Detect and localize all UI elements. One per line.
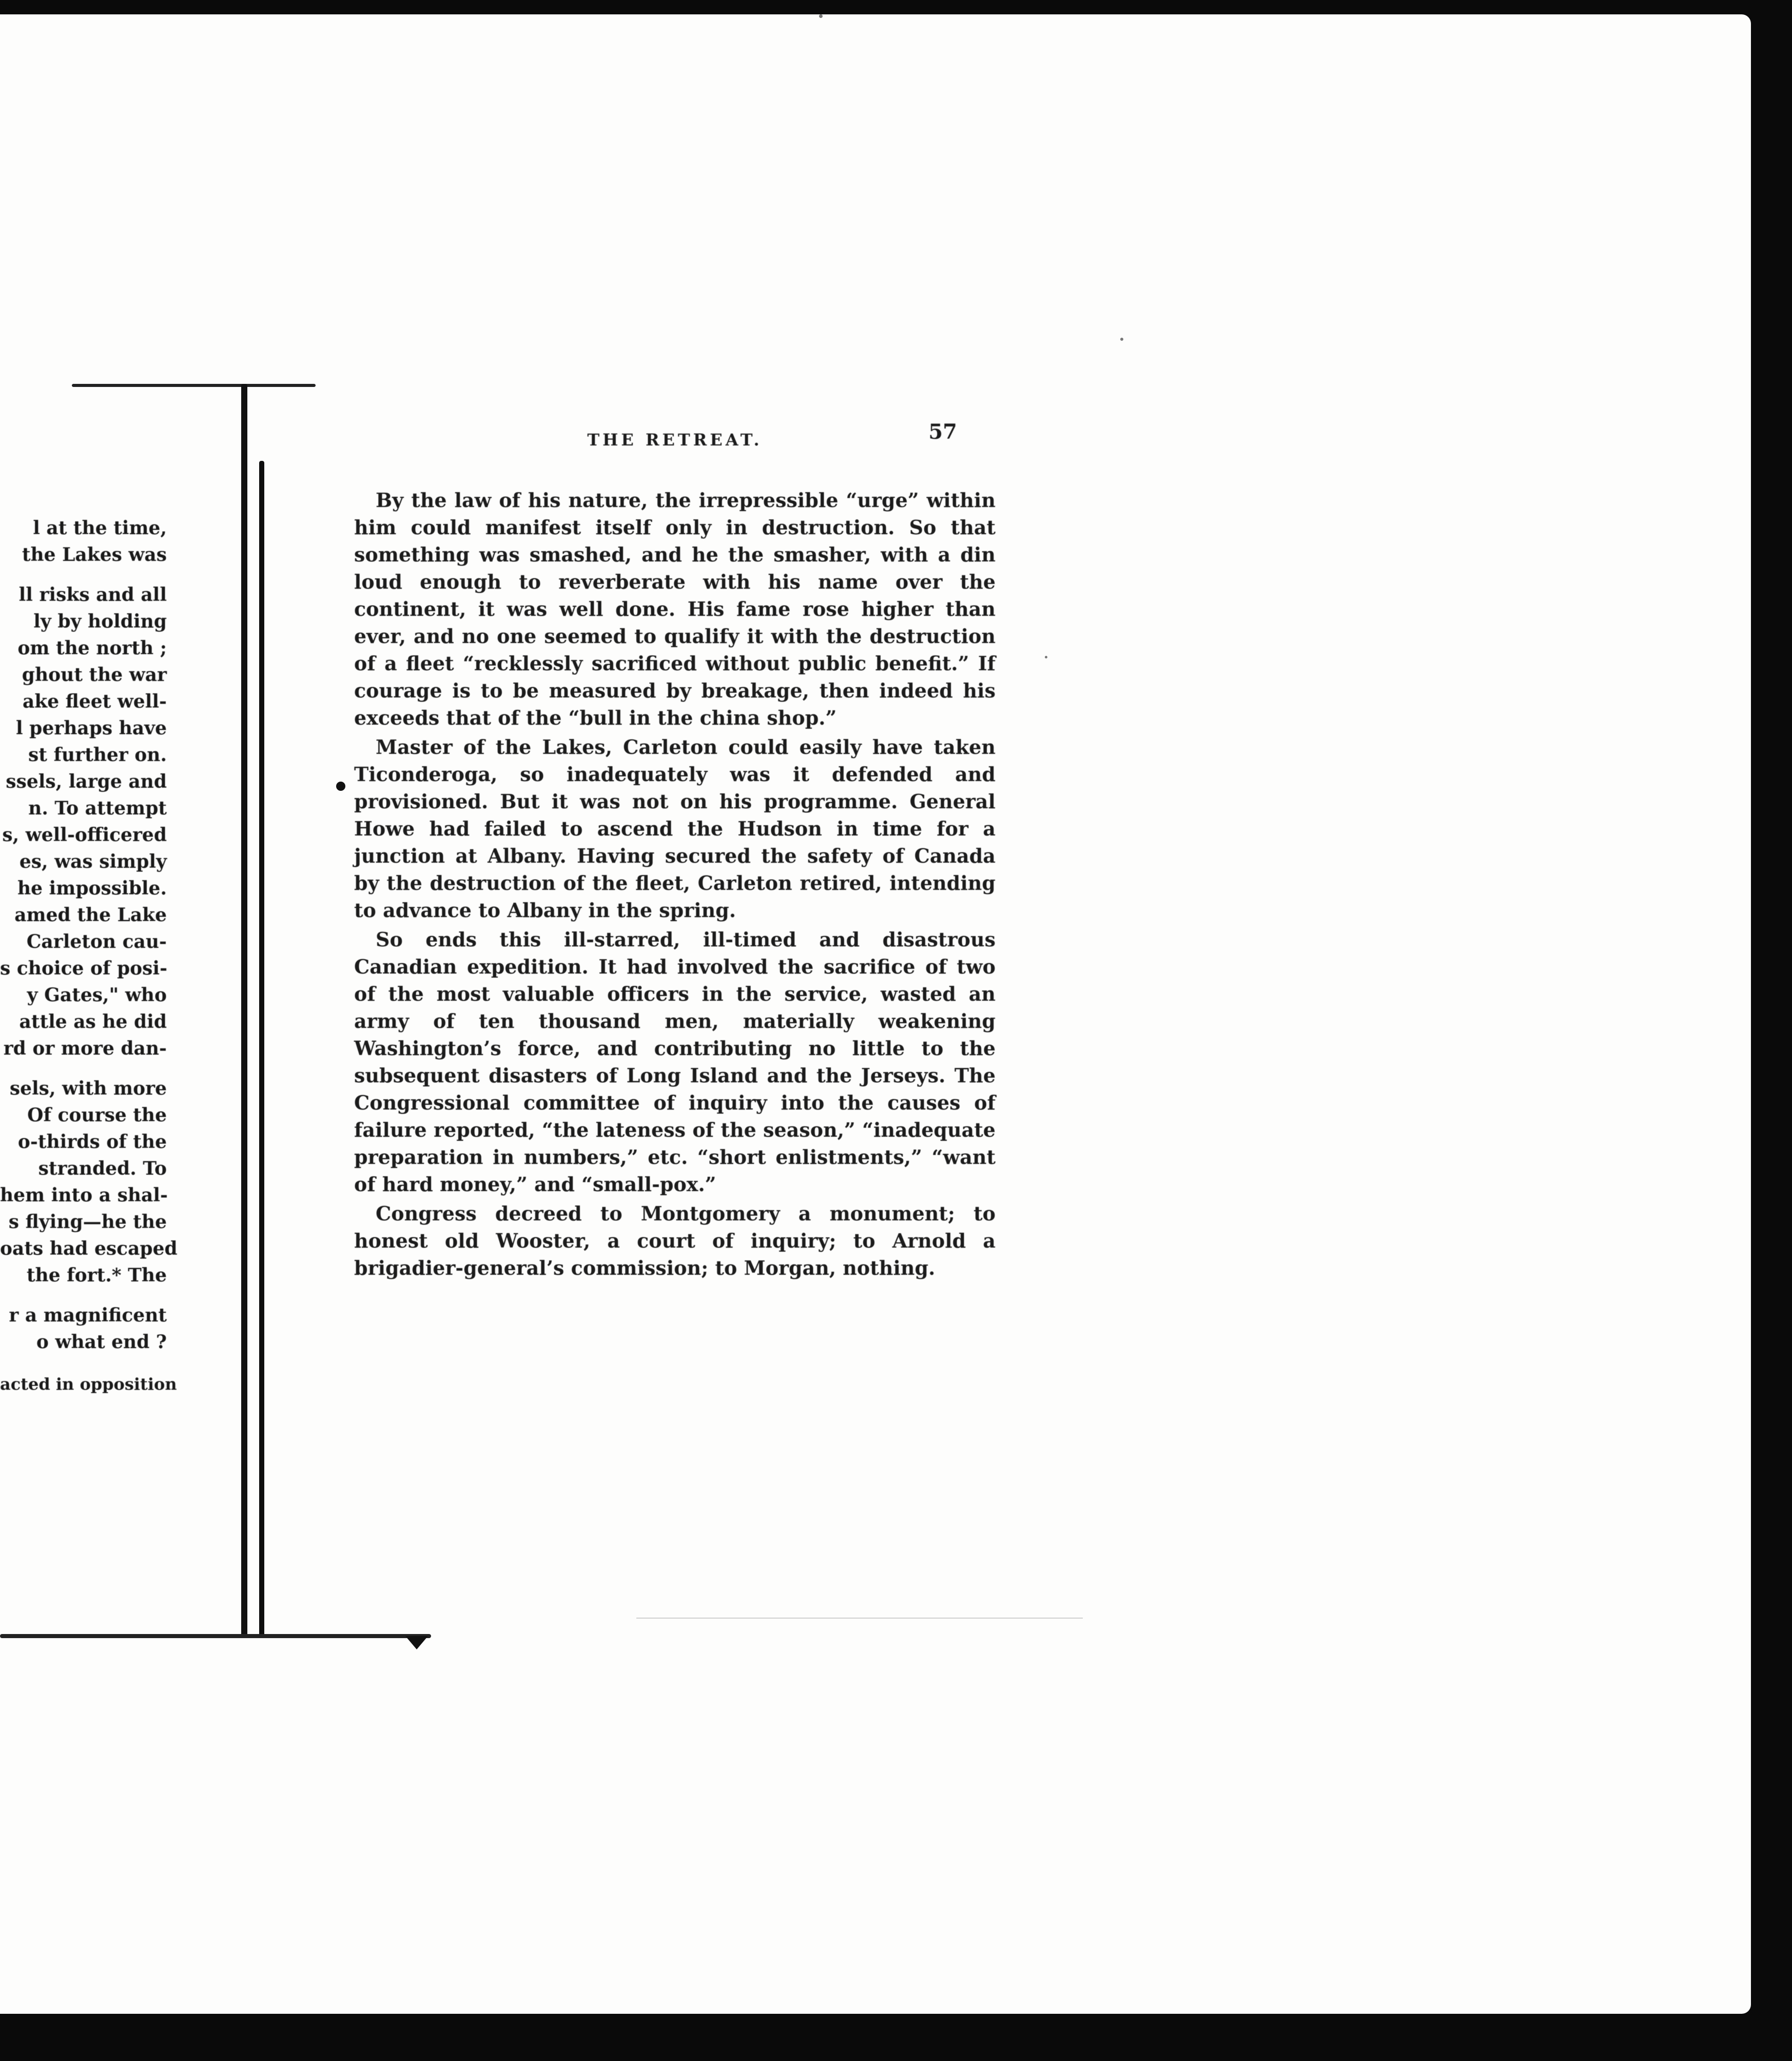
paragraph: Congress decreed to Montgomery a monument; to honest old Wooster, a court of inquiry; to Arnold a brigadier-general’s commission; to Morgan, nothing. [354,1202,996,1279]
left-page-line: l at the time, [33,517,167,539]
gutter-bottom-tick [405,1636,428,1649]
dust-speck [1045,656,1047,658]
paragraph: So ends this ill-starred, ill-timed and disastrous Canadian expedition. It had involved the sacrifice of two of the most valuable officers in the service, wasted an army of ten thousand men, materially weakening Washington’s force, and contributing no little to the subsequent disasters of Long Island and the Jerseys. The Congressional committee of inquiry into the causes of failure reported, “the lateness of the season,” “inadequate preparation in numbers,” etc. “short enlistments,” “want of hard money,” and “small-pox.” [354,928,996,1196]
page-bottom-edge [636,1618,1083,1619]
left-page-line: s flying—he the [8,1211,167,1233]
running-head-title: THE RETREAT. [587,430,763,450]
left-page-line: r a magnificent [9,1305,167,1326]
scanned-sheet [0,14,1751,2014]
left-page-line [0,568,167,581]
body-text [354,487,996,1281]
left-page-line: Carleton cau- [26,931,167,952]
left-page-line: o what end ? [36,1331,167,1353]
left-page-line: ll risks and all [18,584,167,606]
left-page-line: oats had escaped [0,1238,178,1259]
left-page-line: sels, with more [9,1078,167,1099]
left-page-line: n. To attempt [28,798,167,819]
left-page-line [0,1289,167,1302]
left-page-line: ghout the war [22,664,167,686]
left-page-line: hem into a shal- [0,1184,168,1206]
left-page-line: he impossible. [17,878,167,899]
left-page-footnote: acted in opposition [0,1374,177,1394]
gutter-left-rule [241,384,247,1636]
left-page-line: s, well-officered [2,824,167,846]
left-page-line: stranded. To [38,1158,167,1179]
left-page-line: o-thirds of the [17,1131,167,1153]
left-page-text [0,515,178,1397]
left-page-line: s choice of posi- [0,958,168,979]
gutter-bottom-rule [0,1634,431,1638]
left-page-line: ssels, large and [6,771,167,792]
left-page-line: es, was simply [19,851,167,872]
paragraph: Master of the Lakes, Carleton could easily have taken Ticonderoga, so inadequately was it defended and provisioned. But it was not on his programme. General Howe had failed to ascend the Hudson in time for a junction at Albany. Having secured the safety of Canada by the destruction of the fleet, Carleton retired, intending to advance to Albany in the spring. [354,735,996,922]
dust-speck [819,14,823,18]
book-page [354,420,996,1281]
left-page-line: om the north ; [17,637,167,659]
running-head [354,420,996,451]
left-page-line: Of course the [27,1104,167,1126]
left-page-line: ake fleet well- [22,691,167,712]
dust-speck [1120,338,1123,341]
gutter-right-rule [259,461,264,1636]
left-page-line: st further on. [28,744,167,766]
margin-bullet-mark [336,782,345,791]
paragraph: By the law of his nature, the irrepressible “urge” within him could manifest itself only in destruction. So that something was smashed, and he the smasher, with a din loud enough to reverberate with his name over the continent, it was well done. His fame rose higher than ever, and no one seemed to qualify it with the destruction of a fleet “recklessly sacrificed without public benefit.” If courage is to be measured by breakage, then indeed his exceeds that of the “bull in the china shop.” [354,489,996,729]
left-page-line: y Gates," who [27,984,167,1006]
gutter-top-rule [72,384,316,387]
left-page-line: the fort.* The [26,1265,167,1286]
left-page-line: the Lakes was [22,544,167,566]
left-page-line: attle as he did [19,1011,167,1033]
left-page-line: ly by holding [33,611,167,632]
left-page-line: amed the Lake [14,904,167,926]
left-page-line: rd or more dan- [3,1038,167,1059]
left-facing-page [0,14,257,2014]
page-number: 57 [928,420,957,444]
left-page-line [0,1062,167,1075]
left-page-line: l perhaps have [15,717,167,739]
